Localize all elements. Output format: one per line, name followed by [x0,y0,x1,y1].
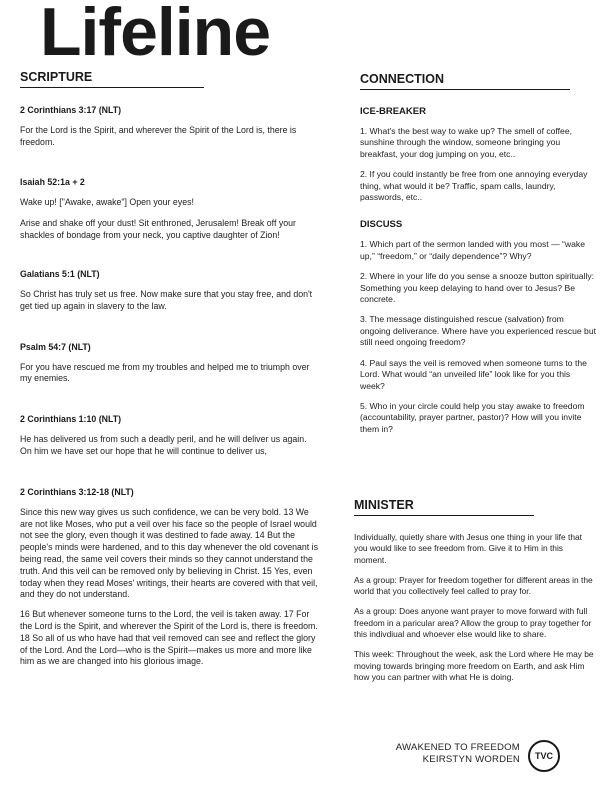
discuss-question: 5. Who in your circle could help you stay awake to freedom (accountability, prayer partner, pastor)? How will you invite them in? [360,400,585,434]
speaker-name: KEIRSTYN WORDEN [422,754,520,765]
passage-ref: Psalm 54:7 (NLT) [20,341,91,352]
passage-ref: Isaiah 52:1a + 2 [20,176,85,187]
discuss-question: 4. Paul says the veil is removed when someone turns to the Lord. What would “an unveiled life” look like for you this week? [360,357,587,391]
minister-item: Individually, quietly share with Jesus one thing in your life that you would like to see freedom from. Give it to Him in this moment. [354,532,582,565]
passage [20,105,320,149]
passage [20,414,320,458]
passage-ref: 2 Corinthians 1:10 (NLT) [20,414,122,425]
scripture-heading: SCRIPTURE [20,70,204,88]
passage-text: For the Lord is the Spirit, and wherever the Spirit of the Lord is, there is freedom. [20,125,297,147]
scripture-section [20,70,320,668]
passage-text: 16 But whenever someone turns to the Lord, the veil is taken away. 17 For the Lord is the Spirit, and wherever the Spirit of the Lord is, there is freedom. 18 So all of us who have had that veil removed can see and reflect the glory of the Lord. And the Lord—who is the Spirit—makes us more and more like him as we are changed into his glorious image. [20,609,318,667]
footer-credits [396,742,520,766]
page-title: Lifeline [40,0,271,70]
passage-ref: 2 Corinthians 3:12-18 (NLT) [20,486,134,497]
discuss-heading: DISCUSS [360,219,403,231]
passage-text: He has delivered us from such a deadly peril, and he will deliver us again. On him we have set our hope that he will continue to deliver us, [20,434,307,456]
sermon-title: AWAKENED TO FREEDOM [395,742,520,753]
tvc-logo-icon: TVC [528,740,560,772]
minister-section [354,498,596,683]
passage-ref: 2 Corinthians 3:17 (NLT) [20,105,122,115]
connection-section [360,72,596,435]
icebreaker-heading: ICE-BREAKER [360,106,426,117]
icebreaker-question: 1. What's the best way to wake up? The smell of coffee, sunshine through the window, someone bringing you breakfast, your dog jumping on you, etc.. [360,126,572,159]
passage-text: Arise and shake off your dust! Sit enthroned, Jerusalem! Break off your shackles of bondage from your neck, you captive daughter of Zion! [20,218,296,241]
minister-item: As a group: Prayer for freedom together for different areas in the world that you collectively feel called to pray for. [354,574,593,597]
discuss-question: 3. The message distinguished rescue (salvation) from ongoing deliverance. Where have you experienced rescue but still need ongoing freedom? [360,314,597,348]
minister-item: This week: Throughout the week, ask the Lord where He may be moving towards bringing more freedom on Earth, and ask Him how you can partner with what He is doing. [354,649,594,682]
passage [20,269,320,313]
connection-heading: CONNECTION [360,72,570,90]
passage-text: Since this new way gives us such confidence, we can be very bold. 13 We are not like Moses, who put a veil over his face so the people of Israel would not see the glory, even though it was destined to fade away. 14 But the people's minds were hardened, and to this day whenever the old covenant is being read, the same veil covers their minds so they cannot understand the truth. And this veil can be removed only by believing in Christ. 15 Yes, even today when they read Moses' writings, their hearts are covered with that veil, and they do not understand. [20,506,319,600]
icebreaker-question: 2. If you could instantly be free from one annoying everyday thing, what would it be? Traffic, spam calls, laundry, passwords, etc.. [360,169,588,203]
passage-text: So Christ has truly set us free. Now make sure that you stay free, and don't get tied up again in slavery to the law. [20,288,313,311]
discuss-question: 2. Where in your life do you sense a snooze button spiritually: Something you keep delaying to hand over to Jesus? Be concrete. [360,271,595,305]
passage [20,487,320,668]
minister-heading: MINISTER [354,498,534,516]
minister-item: As a group: Does anyone want prayer to move forward with full freedom in a paricular area? Allow the group to pray together for this indivdiual and whoever else would like to share. [354,606,592,640]
discuss-question: 1. Which part of the sermon landed with you most — “wake up,” “freedom,” or “daily dependence”? Why? [360,239,585,261]
passage-ref: Galatians 5:1 (NLT) [20,268,100,279]
passage [20,177,320,242]
passage-text: For you have rescued me from my troubles and helped me to triumph over my enemies. [20,361,310,384]
passage-text: Wake up! ["Awake, awake"] Open your eyes! [20,196,194,207]
passage [20,342,320,386]
